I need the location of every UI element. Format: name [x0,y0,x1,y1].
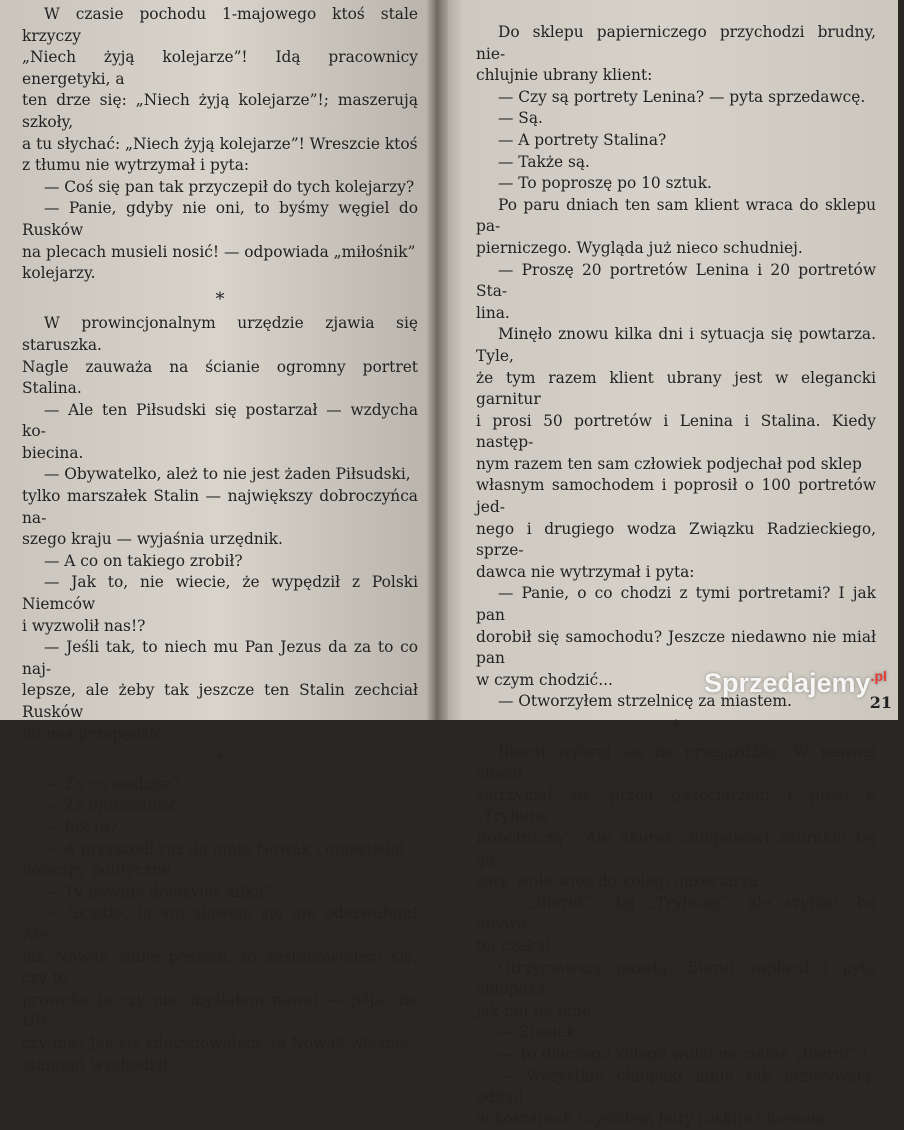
text-line: czy nie? Jak się zdecydowałem, to Nowak właśnie [22,1033,409,1052]
text-line: stamtąd wychodził. [22,1055,173,1074]
text-line: — Skądże, ja ani słowem się nie odezwałem! Ale [22,904,418,944]
text-line: jak mu na imię. [476,1001,596,1020]
right-page [436,0,898,1128]
text-line: Nagle zauważa na ścianie ogromny portret Stalina. [22,357,418,398]
text-line: — To dlaczego kolega wołał na ciebie „Bierut”? [498,1044,867,1063]
text-line: — Czy są portrety Lenina? — pyta sprzedawcę. [498,87,866,106]
text-line: biecina. [22,443,84,462]
text-line: dorobił się samochodu? Jeszcze niedawno nie miał pan [476,627,876,668]
text-line: — Obywatelko, ależ to nie jest żaden Piłsudski, [44,465,411,484]
text-line: Robotniczą”. Ale akurat chłopakowi zabrakło tej ga- [476,828,876,869]
text-line: — To poproszę po 10 sztuk. [498,174,712,193]
right-page-text [476,22,876,1130]
text-line: — „Bierut”, daj „Trybunę”, ale szybko, bo obywa- [476,893,876,934]
text-line: własnym samochodem i poprosił o 100 portretów jed- [476,476,876,517]
text-line: i prosi 50 portretów i Lenina i Stalina. Kiedy następ- [476,411,876,452]
text-line: W prowincjonalnym urzędzie zjawia się staruszka. [22,314,418,354]
text-line: „Niech żyją kolejarze”! Idą pracownicy energetyki, a [22,48,418,88]
text-line: zety, woła więc do kolegi gazeciarza: [476,872,764,891]
text-line: że tym razem klient ubrany jest w elegancki garnitur [476,368,876,409]
text-line: — A co on takiego zrobił? [44,551,243,570]
text-line: nym razem ten sam człowiek podjechał pod sklep [476,454,862,473]
text-line: jak Nowak sobie poszedł, to zastanawiałem się, czy to [22,947,418,988]
text-line: — Ale ten Piłsudski się postarzał — wzdycha ko- [22,400,418,441]
text-line: szego kraju — wyjaśnia urzędnik. [22,530,283,549]
text-line: tylko marszałek Stalin — największy dobroczyńca na- [22,487,418,527]
text-line: — A przyszedł raz do mnie Nowak i opowiadał [44,839,405,858]
text-line: lepsze, ale żeby tak jeszcze ten Stalin zechciał Rusków [22,681,418,721]
text-line: — Jeśli tak, to niech mu Pan Jezus da za to co naj- [22,638,418,678]
text-line: na plecach musieli nosić! — odpowiada „miłośnik” [22,242,416,261]
text-line: i wyzwolił nas!? [22,616,146,635]
text-line: Do sklepu papierniczego przychodzi brudny, nie- [476,23,876,63]
section-separator-asterisk: * [215,288,225,310]
text-line: chlujnie ubrany klient: [476,66,653,85]
text-line: w koszarach czyściłem buty ruskim oficerom. [476,1109,831,1128]
text-line: — Panie, gdyby nie oni, to byśmy węgiel do Rusków [22,199,418,239]
text-line: — Panie, o co chodzi z tymi portretami? I jak pan [476,584,876,625]
text-line: — Stasiek. [498,1023,581,1042]
text-line: zatrzymał się przed gazeciarzem i prosi o „Trybunę [476,785,876,826]
text-line: tel czeka! [476,936,552,955]
text-line: — Jak to? [44,817,118,836]
section-separator-asterisk: * [215,749,225,771]
text-line: Bierut wybrał się na przejażdżkę. W pewnej chwili [476,742,876,783]
text-line: z tłumu nie wytrzymał i pyta: [22,156,250,175]
text-line: kolejarzy. [22,264,96,283]
text-line: Minęło znowu kilka dni i sytuacja się powtarza. Tyle, [476,325,876,365]
text-line: W czasie pochodu 1-majowego ktoś stale krzyczy [22,5,418,45]
text-line: dowcipy polityczne... [22,861,186,880]
text-line: Po paru dniach ten sam klient wraca do sklepu pa- [476,195,876,236]
book-gutter [426,0,448,720]
text-line: w czym chodzić... [476,670,613,689]
text-line: od nas przepędzić... [22,724,178,743]
text-line: prowokacja czy nie; myślałem nawet — pójść na UB [22,990,418,1031]
text-line: — Za co siedzisz? [44,774,181,793]
text-line: dawca nie wytrzymał i pyta: [476,562,695,581]
text-line: — Otworzyłem strzelnicę za miastem. [498,692,792,711]
text-line: — Są. [498,109,543,128]
watermark-logo [704,668,887,699]
text-line: — Wszystkie chłopaki mnie tak przezywają, odkąd [476,1066,876,1107]
text-line: — Ty pewnie dołożyłeś kilka? [44,882,273,901]
text-line: — Coś się pan tak przyczepił do tych kolejarzy? [44,177,415,196]
watermark-text: Sprzedajemy [704,668,871,698]
text-line: ten drze się: „Niech żyją kolejarze”!; maszerują szkoły, [22,91,418,131]
section-separator-asterisk: * [671,717,681,738]
watermark-suffix: .pl [870,668,887,684]
text-line: pierniczego. Wygląda już nieco schudniej. [476,238,803,257]
text-line: lina. [476,303,510,322]
left-page-text [22,4,418,1076]
text-line: — Proszę 20 portretów Lenina i 20 portretów Sta- [476,260,876,301]
text-line: — Za opieszałość. [44,796,184,815]
left-page [0,0,436,1074]
text-line: — A portrety Stalina? [498,130,667,149]
text-line: a tu słychać: „Niech żyją kolejarze”! Wreszcie ktoś [22,134,418,153]
text-line: nego i drugiego wodza Związku Radzieckiego, sprze- [476,519,876,560]
text-line: — Także są. [498,152,590,171]
page-number: 21 [869,693,892,712]
text-line: — Jak to, nie wiecie, że wypędził z Polski Niemców [22,573,418,614]
text-line: Otrzymawszy gazetę, Bierut zapłacił i pyta chłopaka [476,958,876,999]
